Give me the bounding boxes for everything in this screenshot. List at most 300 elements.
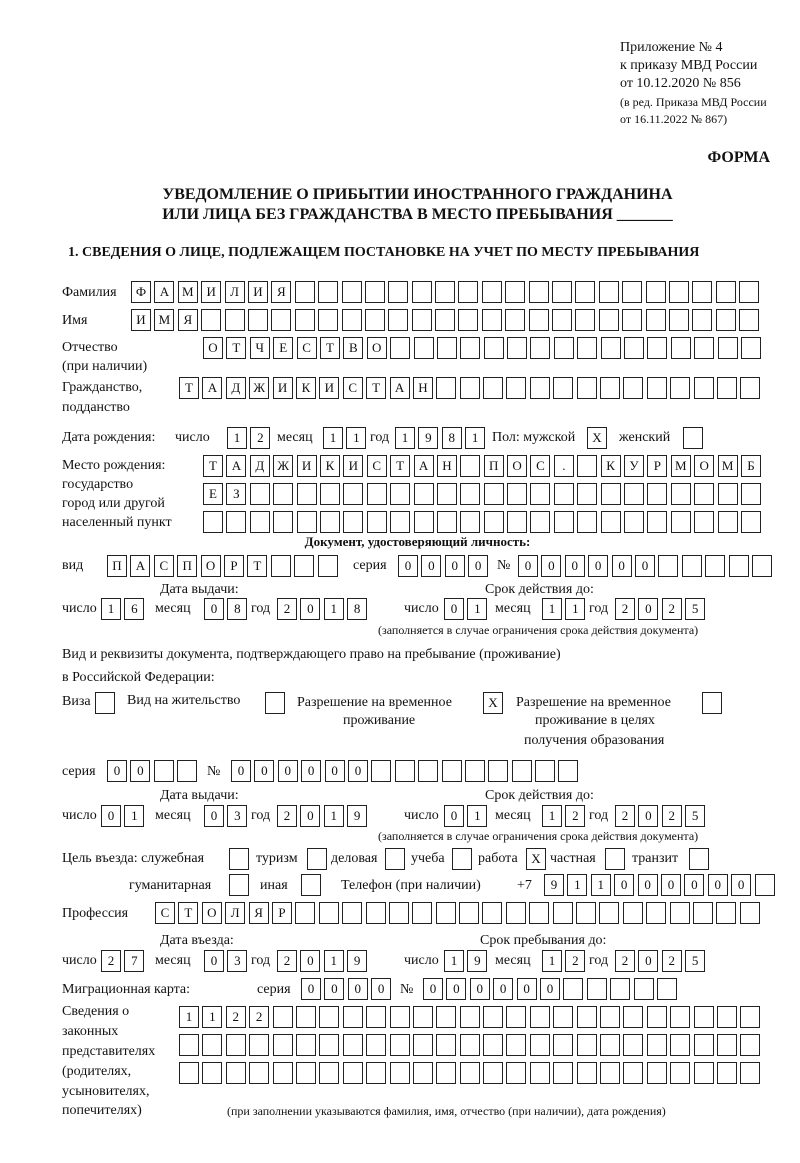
trp-checkbox[interactable]: X [483, 692, 503, 714]
char-cell[interactable]: 1 [202, 1006, 222, 1028]
stay-valid-month-field[interactable] [542, 805, 589, 827]
char-cell[interactable]: Т [203, 455, 223, 477]
char-cell[interactable] [718, 337, 738, 359]
char-cell[interactable]: 2 [101, 950, 121, 972]
char-cell[interactable] [647, 377, 667, 399]
char-cell[interactable] [624, 483, 644, 505]
char-cell[interactable]: 2 [250, 427, 270, 449]
char-cell[interactable] [599, 309, 619, 331]
char-cell[interactable]: Я [249, 902, 269, 924]
char-cell[interactable]: 1 [346, 427, 366, 449]
char-cell[interactable]: З [226, 483, 246, 505]
char-cell[interactable] [460, 455, 480, 477]
char-cell[interactable] [717, 377, 737, 399]
char-cell[interactable] [343, 1034, 363, 1056]
char-cell[interactable] [484, 511, 504, 533]
char-cell[interactable]: С [154, 555, 174, 577]
char-cell[interactable] [646, 309, 666, 331]
char-cell[interactable]: И [201, 281, 221, 303]
char-cell[interactable] [512, 760, 532, 782]
char-cell[interactable]: И [297, 455, 317, 477]
char-cell[interactable] [460, 511, 480, 533]
id-issue-year-field[interactable] [277, 598, 371, 620]
char-cell[interactable]: Н [413, 377, 433, 399]
char-cell[interactable]: 5 [685, 950, 705, 972]
char-cell[interactable]: Ж [249, 377, 269, 399]
char-cell[interactable] [622, 281, 642, 303]
char-cell[interactable] [366, 1034, 386, 1056]
char-cell[interactable] [647, 483, 667, 505]
char-cell[interactable] [740, 1034, 760, 1056]
char-cell[interactable] [297, 483, 317, 505]
char-cell[interactable] [484, 483, 504, 505]
char-cell[interactable]: 0 [661, 874, 681, 896]
char-cell[interactable] [483, 1006, 503, 1028]
char-cell[interactable]: 9 [544, 874, 564, 896]
char-cell[interactable] [319, 902, 339, 924]
id-valid-year-field[interactable] [615, 598, 709, 620]
char-cell[interactable] [225, 309, 245, 331]
char-cell[interactable]: 0 [470, 978, 490, 1000]
char-cell[interactable]: 0 [101, 805, 121, 827]
char-cell[interactable] [694, 511, 714, 533]
char-cell[interactable] [250, 511, 270, 533]
birth-year-field[interactable] [395, 427, 489, 449]
char-cell[interactable] [599, 281, 619, 303]
birthplace-field-2[interactable] [203, 483, 764, 505]
char-cell[interactable]: 1 [591, 874, 611, 896]
char-cell[interactable] [318, 555, 338, 577]
char-cell[interactable] [458, 281, 478, 303]
id-series-field[interactable] [398, 555, 492, 577]
char-cell[interactable] [343, 1062, 363, 1084]
char-cell[interactable] [553, 377, 573, 399]
char-cell[interactable]: 3 [227, 950, 247, 972]
char-cell[interactable] [705, 555, 725, 577]
char-cell[interactable]: С [530, 455, 550, 477]
char-cell[interactable] [647, 1034, 667, 1056]
char-cell[interactable]: О [694, 455, 714, 477]
name-field[interactable] [131, 309, 763, 331]
purpose-private-checkbox[interactable] [605, 848, 625, 870]
char-cell[interactable]: К [320, 455, 340, 477]
id-number-field[interactable] [518, 555, 775, 577]
char-cell[interactable] [366, 1006, 386, 1028]
char-cell[interactable] [599, 902, 619, 924]
char-cell[interactable]: С [367, 455, 387, 477]
char-cell[interactable]: 1 [101, 598, 121, 620]
purpose-work-checkbox[interactable]: X [526, 848, 546, 870]
sex-female-checkbox[interactable] [683, 427, 703, 449]
char-cell[interactable]: О [201, 555, 221, 577]
char-cell[interactable] [530, 377, 550, 399]
char-cell[interactable]: 2 [277, 598, 297, 620]
citizenship-field[interactable] [179, 377, 764, 399]
id-issue-day-field[interactable] [101, 598, 148, 620]
char-cell[interactable] [507, 511, 527, 533]
char-cell[interactable]: 0 [130, 760, 150, 782]
char-cell[interactable] [716, 902, 736, 924]
char-cell[interactable]: 1 [179, 1006, 199, 1028]
birthplace-field-1[interactable] [203, 455, 764, 477]
char-cell[interactable]: Т [226, 337, 246, 359]
char-cell[interactable] [529, 902, 549, 924]
char-cell[interactable] [600, 1062, 620, 1084]
char-cell[interactable]: О [203, 337, 223, 359]
char-cell[interactable] [342, 309, 362, 331]
char-cell[interactable]: 1 [124, 805, 144, 827]
char-cell[interactable] [154, 760, 174, 782]
char-cell[interactable] [601, 483, 621, 505]
purpose-humanitarian-checkbox[interactable] [229, 874, 249, 896]
char-cell[interactable]: С [343, 377, 363, 399]
phone-field[interactable] [544, 874, 778, 896]
char-cell[interactable]: А [226, 455, 246, 477]
char-cell[interactable] [343, 1006, 363, 1028]
char-cell[interactable] [669, 309, 689, 331]
char-cell[interactable] [482, 902, 502, 924]
char-cell[interactable]: 2 [277, 950, 297, 972]
char-cell[interactable] [506, 1034, 526, 1056]
char-cell[interactable] [437, 511, 457, 533]
id-issue-month-field[interactable] [204, 598, 251, 620]
char-cell[interactable] [682, 555, 702, 577]
char-cell[interactable] [458, 309, 478, 331]
purpose-tourism-checkbox[interactable] [307, 848, 327, 870]
char-cell[interactable] [623, 1006, 643, 1028]
char-cell[interactable]: Т [178, 902, 198, 924]
char-cell[interactable] [273, 1034, 293, 1056]
char-cell[interactable]: 1 [227, 427, 247, 449]
char-cell[interactable] [273, 1062, 293, 1084]
char-cell[interactable]: М [671, 455, 691, 477]
char-cell[interactable]: 1 [395, 427, 415, 449]
char-cell[interactable] [249, 1062, 269, 1084]
char-cell[interactable]: С [297, 337, 317, 359]
char-cell[interactable] [740, 377, 760, 399]
char-cell[interactable] [694, 483, 714, 505]
char-cell[interactable] [575, 309, 595, 331]
char-cell[interactable] [179, 1062, 199, 1084]
char-cell[interactable]: 0 [324, 978, 344, 1000]
char-cell[interactable]: 0 [612, 555, 632, 577]
char-cell[interactable]: П [177, 555, 197, 577]
patronymic-field[interactable] [203, 337, 764, 359]
char-cell[interactable]: О [367, 337, 387, 359]
residence-checkbox[interactable] [265, 692, 285, 714]
char-cell[interactable] [436, 1034, 456, 1056]
stay-number-field[interactable] [231, 760, 582, 782]
char-cell[interactable] [390, 1034, 410, 1056]
stay-month-field[interactable] [542, 950, 589, 972]
char-cell[interactable]: М [178, 281, 198, 303]
char-cell[interactable] [436, 902, 456, 924]
char-cell[interactable] [694, 1006, 714, 1028]
char-cell[interactable] [647, 1006, 667, 1028]
char-cell[interactable]: 2 [615, 950, 635, 972]
char-cell[interactable] [437, 483, 457, 505]
char-cell[interactable]: 1 [444, 950, 464, 972]
surname-field[interactable] [131, 281, 763, 303]
char-cell[interactable]: 0 [325, 760, 345, 782]
char-cell[interactable] [273, 483, 293, 505]
char-cell[interactable] [622, 309, 642, 331]
char-cell[interactable]: 0 [348, 760, 368, 782]
char-cell[interactable]: 0 [565, 555, 585, 577]
char-cell[interactable] [646, 281, 666, 303]
char-cell[interactable]: 1 [324, 598, 344, 620]
char-cell[interactable]: 8 [442, 427, 462, 449]
profession-field[interactable] [155, 902, 763, 924]
char-cell[interactable] [342, 902, 362, 924]
char-cell[interactable]: 8 [227, 598, 247, 620]
char-cell[interactable]: С [155, 902, 175, 924]
char-cell[interactable] [320, 511, 340, 533]
stay-valid-day-field[interactable] [444, 805, 491, 827]
char-cell[interactable] [647, 511, 667, 533]
char-cell[interactable]: 5 [685, 805, 705, 827]
char-cell[interactable]: 0 [444, 805, 464, 827]
char-cell[interactable] [388, 281, 408, 303]
char-cell[interactable]: 0 [371, 978, 391, 1000]
char-cell[interactable] [460, 377, 480, 399]
char-cell[interactable] [248, 309, 268, 331]
char-cell[interactable] [692, 309, 712, 331]
char-cell[interactable] [414, 511, 434, 533]
char-cell[interactable] [740, 1006, 760, 1028]
char-cell[interactable] [670, 902, 690, 924]
char-cell[interactable]: Ж [273, 455, 293, 477]
char-cell[interactable] [623, 1034, 643, 1056]
char-cell[interactable] [575, 281, 595, 303]
char-cell[interactable] [577, 1062, 597, 1084]
birth-day-field[interactable] [227, 427, 274, 449]
char-cell[interactable] [294, 555, 314, 577]
char-cell[interactable] [729, 555, 749, 577]
id-kind-field[interactable] [107, 555, 341, 577]
char-cell[interactable] [647, 1062, 667, 1084]
stay-valid-year-field[interactable] [615, 805, 709, 827]
char-cell[interactable]: 2 [662, 950, 682, 972]
char-cell[interactable] [249, 1034, 269, 1056]
char-cell[interactable]: А [154, 281, 174, 303]
char-cell[interactable] [553, 1062, 573, 1084]
char-cell[interactable] [577, 483, 597, 505]
char-cell[interactable] [390, 1006, 410, 1028]
char-cell[interactable]: А [130, 555, 150, 577]
char-cell[interactable]: Е [203, 483, 223, 505]
char-cell[interactable]: 0 [300, 950, 320, 972]
char-cell[interactable]: Л [225, 281, 245, 303]
char-cell[interactable]: 1 [465, 427, 485, 449]
char-cell[interactable] [740, 902, 760, 924]
char-cell[interactable] [577, 1034, 597, 1056]
char-cell[interactable] [318, 281, 338, 303]
char-cell[interactable] [414, 337, 434, 359]
char-cell[interactable] [389, 902, 409, 924]
char-cell[interactable]: 0 [301, 978, 321, 1000]
char-cell[interactable]: 5 [685, 598, 705, 620]
birth-month-field[interactable] [323, 427, 370, 449]
char-cell[interactable] [460, 1006, 480, 1028]
char-cell[interactable] [250, 483, 270, 505]
char-cell[interactable] [624, 511, 644, 533]
char-cell[interactable] [505, 309, 525, 331]
char-cell[interactable] [623, 902, 643, 924]
char-cell[interactable] [694, 1062, 714, 1084]
char-cell[interactable] [296, 1006, 316, 1028]
char-cell[interactable] [576, 902, 596, 924]
char-cell[interactable]: 0 [541, 555, 561, 577]
char-cell[interactable]: 8 [347, 598, 367, 620]
char-cell[interactable]: 0 [301, 760, 321, 782]
char-cell[interactable] [395, 760, 415, 782]
char-cell[interactable] [483, 1034, 503, 1056]
reps-field-3[interactable] [179, 1062, 764, 1084]
char-cell[interactable] [577, 455, 597, 477]
char-cell[interactable] [201, 309, 221, 331]
char-cell[interactable]: 0 [588, 555, 608, 577]
char-cell[interactable] [442, 760, 462, 782]
purpose-other-checkbox[interactable] [301, 874, 321, 896]
char-cell[interactable] [488, 760, 508, 782]
char-cell[interactable] [577, 511, 597, 533]
char-cell[interactable] [366, 1062, 386, 1084]
char-cell[interactable] [577, 337, 597, 359]
char-cell[interactable]: 0 [638, 805, 658, 827]
purpose-business-checkbox[interactable] [385, 848, 405, 870]
char-cell[interactable]: Н [437, 455, 457, 477]
char-cell[interactable]: О [202, 902, 222, 924]
char-cell[interactable] [587, 978, 607, 1000]
char-cell[interactable] [296, 1034, 316, 1056]
char-cell[interactable] [203, 511, 223, 533]
char-cell[interactable] [435, 281, 455, 303]
char-cell[interactable]: 0 [231, 760, 251, 782]
char-cell[interactable] [530, 1006, 550, 1028]
char-cell[interactable]: 2 [615, 805, 635, 827]
char-cell[interactable]: И [343, 455, 363, 477]
char-cell[interactable] [600, 377, 620, 399]
char-cell[interactable]: 2 [662, 598, 682, 620]
stay-issue-day-field[interactable] [101, 805, 148, 827]
char-cell[interactable]: И [273, 377, 293, 399]
char-cell[interactable]: 1 [542, 598, 562, 620]
char-cell[interactable]: П [484, 455, 504, 477]
char-cell[interactable] [718, 511, 738, 533]
mc-series-field[interactable] [301, 978, 395, 1000]
char-cell[interactable] [318, 309, 338, 331]
purpose-transit-checkbox[interactable] [689, 848, 709, 870]
char-cell[interactable] [413, 1062, 433, 1084]
char-cell[interactable] [465, 760, 485, 782]
char-cell[interactable] [657, 978, 677, 1000]
char-cell[interactable]: 2 [662, 805, 682, 827]
char-cell[interactable] [460, 483, 480, 505]
char-cell[interactable] [535, 760, 555, 782]
char-cell[interactable] [483, 1062, 503, 1084]
char-cell[interactable] [271, 309, 291, 331]
visa-checkbox[interactable] [95, 692, 115, 714]
char-cell[interactable] [716, 309, 736, 331]
char-cell[interactable] [296, 1062, 316, 1084]
char-cell[interactable] [436, 1006, 456, 1028]
char-cell[interactable]: 0 [684, 874, 704, 896]
char-cell[interactable]: Т [320, 337, 340, 359]
char-cell[interactable] [552, 281, 572, 303]
char-cell[interactable] [459, 902, 479, 924]
char-cell[interactable]: 1 [467, 805, 487, 827]
char-cell[interactable] [671, 337, 691, 359]
char-cell[interactable] [563, 978, 583, 1000]
char-cell[interactable] [716, 281, 736, 303]
char-cell[interactable]: Р [272, 902, 292, 924]
char-cell[interactable]: 0 [300, 598, 320, 620]
char-cell[interactable]: 0 [204, 805, 224, 827]
char-cell[interactable] [554, 337, 574, 359]
char-cell[interactable] [413, 1006, 433, 1028]
char-cell[interactable]: 0 [638, 950, 658, 972]
char-cell[interactable] [505, 281, 525, 303]
char-cell[interactable]: И [248, 281, 268, 303]
char-cell[interactable]: Д [250, 455, 270, 477]
char-cell[interactable]: 9 [467, 950, 487, 972]
char-cell[interactable]: В [343, 337, 363, 359]
char-cell[interactable] [297, 511, 317, 533]
char-cell[interactable] [390, 483, 410, 505]
char-cell[interactable]: А [390, 377, 410, 399]
char-cell[interactable] [507, 337, 527, 359]
char-cell[interactable]: И [131, 309, 151, 331]
char-cell[interactable] [507, 483, 527, 505]
char-cell[interactable] [388, 309, 408, 331]
char-cell[interactable] [295, 309, 315, 331]
char-cell[interactable] [529, 281, 549, 303]
char-cell[interactable] [694, 337, 714, 359]
char-cell[interactable]: 0 [493, 978, 513, 1000]
char-cell[interactable]: У [624, 455, 644, 477]
char-cell[interactable] [482, 281, 502, 303]
char-cell[interactable]: Ф [131, 281, 151, 303]
char-cell[interactable]: 1 [324, 805, 344, 827]
char-cell[interactable]: П [107, 555, 127, 577]
char-cell[interactable]: Д [226, 377, 246, 399]
char-cell[interactable] [554, 483, 574, 505]
char-cell[interactable] [577, 377, 597, 399]
id-valid-day-field[interactable] [444, 598, 491, 620]
char-cell[interactable]: Л [225, 902, 245, 924]
char-cell[interactable] [413, 1034, 433, 1056]
char-cell[interactable]: 1 [323, 427, 343, 449]
char-cell[interactable] [390, 511, 410, 533]
char-cell[interactable]: 0 [444, 598, 464, 620]
char-cell[interactable] [577, 1006, 597, 1028]
char-cell[interactable] [670, 377, 690, 399]
char-cell[interactable] [319, 1006, 339, 1028]
char-cell[interactable]: 0 [468, 555, 488, 577]
stay-year-field[interactable] [615, 950, 709, 972]
char-cell[interactable] [506, 1006, 526, 1028]
char-cell[interactable] [343, 511, 363, 533]
stay-issue-month-field[interactable] [204, 805, 251, 827]
char-cell[interactable]: 7 [124, 950, 144, 972]
char-cell[interactable]: 2 [226, 1006, 246, 1028]
char-cell[interactable] [435, 309, 455, 331]
char-cell[interactable] [529, 309, 549, 331]
char-cell[interactable] [437, 337, 457, 359]
stay-series-field[interactable] [107, 760, 201, 782]
char-cell[interactable] [693, 902, 713, 924]
